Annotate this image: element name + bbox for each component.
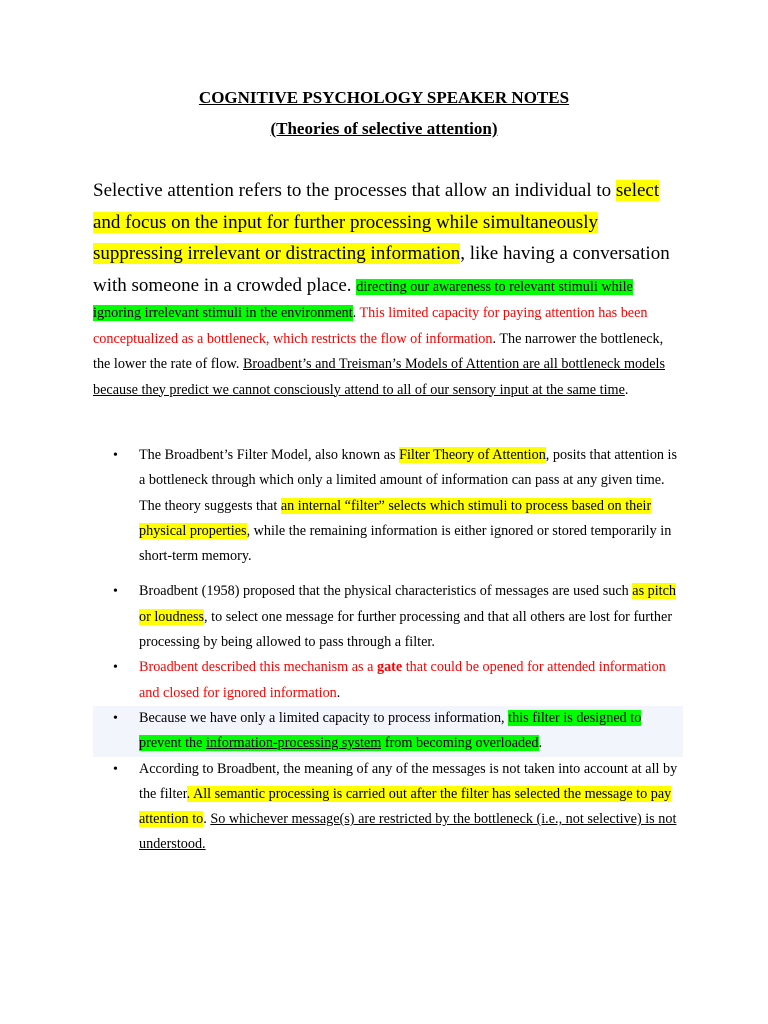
bullet2-text-1: Broadbent (1958) proposed that the physical characteristics of messages are used such — [139, 583, 633, 600]
bullet3-text-4: . — [336, 684, 341, 701]
list-item — [93, 706, 683, 757]
bullet3-gate-bold: gate — [376, 659, 403, 676]
bullet4-highlight-overloaded: from becoming overloaded — [381, 735, 539, 752]
document-title: COGNITIVE PSYCHOLOGY SPEAKER NOTES — [198, 88, 570, 107]
bullet-icon: • — [113, 761, 118, 777]
bullet1-highlight-internal-filter: an internal “filter” selects which stimuli to process based on their physical properties — [139, 497, 652, 539]
bullet5-highlight-semantic: . All semantic processing is carried out after the filter has selected the message to pay attention to — [139, 785, 672, 828]
intro-text-1: Selective attention refers to the processes that allow an individual to — [93, 180, 616, 201]
list-item — [93, 655, 683, 706]
bullet-icon: • — [113, 584, 118, 600]
bullet1-highlight-filter-theory: Filter Theory of Attention — [399, 447, 546, 463]
bullet4-highlight-filter-designed: this filter is designed to prevent the — [139, 709, 642, 752]
bullet2-highlight-pitch: as pitch or loudness — [139, 583, 676, 625]
bullet3-red-text-1: Broadbent described this mechanism as a — [139, 659, 377, 676]
bullet4-highlight-ips: information-processing system — [205, 735, 382, 752]
document-subtitle: (Theories of selective attention) — [270, 119, 498, 138]
intro-text-2: , like having a conversation with someone in a crowded place. — [93, 243, 670, 296]
bullet2-text-3: , to select one message for further processing and that all others are lost for further processing by being allowed to pass through a filter. — [139, 608, 673, 651]
bullet3-red-text-3: that could be opened for attended information and closed for ignored information — [139, 659, 666, 701]
intro-text-8: . — [624, 381, 629, 398]
bullet1-text-5: , while the remaining information is either ignored or stored temporarily in short-term memory. — [139, 522, 672, 565]
intro-text-4: . — [352, 305, 360, 321]
bullet-list — [93, 443, 683, 858]
list-item — [93, 579, 683, 655]
bullet-icon: • — [113, 448, 118, 463]
intro-highlight-directing-awareness: directing our awareness to relevant stimuli while ignoring irrelevant stimuli in the environment — [93, 278, 633, 321]
bullet5-text-1: According to Broadbent, the meaning of any of the messages is not taken into account at all by the filter — [139, 760, 678, 802]
bullet4-text-1: Because we have only a limited capacity to process information, — [139, 709, 509, 726]
bullet4-text-5: . — [538, 735, 543, 752]
bullet5-underline-whichever: So whichever message(s) are restricted by the bottleneck (i.e., not selective) is not understood. — [139, 811, 677, 853]
intro-highlight-select-focus: select and focus on the input for further processing while simultaneously suppressing irrelevant or distracting information — [93, 180, 660, 264]
list-item — [93, 757, 683, 858]
intro-text-6: . The narrower the bottleneck, the lower the rate of flow. — [93, 330, 664, 372]
bullet-icon: • — [113, 710, 118, 726]
bullet-icon: • — [113, 660, 118, 676]
bullet1-text-1: The Broadbent’s Filter Model, also known as — [139, 447, 400, 463]
bullet1-text-3: , posits that attention is a bottleneck through which only a limited amount of information can pass at any given time. The theory suggests that — [139, 447, 678, 514]
intro-underline-models: Broadbent’s and Treisman’s Models of Attention are all bottleneck models because they predict we cannot consciously attend to all of our sensory input at the same time — [93, 356, 665, 398]
intro-paragraph — [93, 175, 683, 403]
bullet5-text-3: . — [203, 811, 211, 828]
list-item — [93, 443, 683, 569]
intro-red-bottleneck: This limited capacity for paying attention has been conceptualized as a bottleneck, which restricts the flow of information — [93, 305, 648, 347]
